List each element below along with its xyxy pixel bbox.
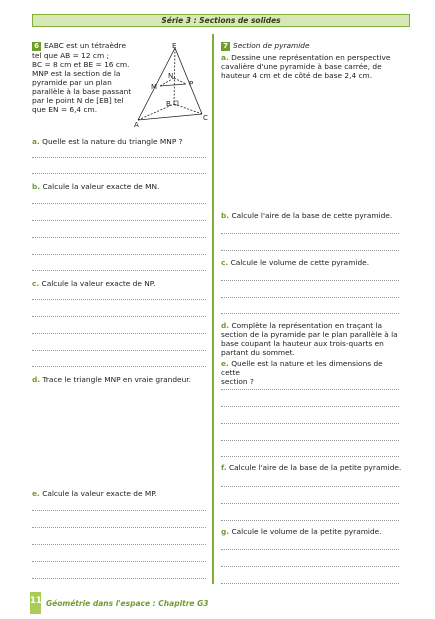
answer-line[interactable] [221,486,399,487]
ex7-question-g [221,527,382,536]
question-text: section de la pyramide par le plan parallèle à la [221,330,398,339]
answer-line[interactable] [32,316,206,317]
question-label: c. [221,258,229,267]
question-text: Calcule l'aire de la base de cette pyramide. [231,211,393,220]
question-label: d. [32,375,41,384]
label-N: N [168,72,174,80]
question-text: Calcule le volume de la petite pyramide. [231,527,382,536]
question-text: Calcule le volume de cette pyramide. [230,258,370,267]
statement-line: MNP est la section de la [32,69,121,78]
answer-line[interactable] [32,270,206,271]
question-label: b. [221,211,230,220]
ex7-question-b [221,211,392,220]
question-text: partant du sommet. [221,348,295,357]
question-text: Trace le triangle MNP en vraie grandeur. [42,375,191,384]
footer-chapter-title: Géométrie dans l'espace : Chapitre G3 [46,599,209,608]
question-label: b. [32,182,41,191]
answer-line[interactable] [32,350,206,351]
answer-line[interactable] [221,233,399,234]
ex7-question-a [221,53,399,80]
question-text: Calcule la valeur exacte de MN. [42,182,160,191]
tetrahedron-figure [130,40,212,130]
answer-line[interactable] [32,366,206,367]
statement-line: que EN = 6,4 cm. [32,105,98,114]
exercise-7-heading: Section de pyramide [233,41,310,50]
question-label: a. [221,53,229,62]
ex6-question-e [32,489,157,498]
exercise-7-title [221,41,310,51]
answer-line[interactable] [221,297,399,298]
question-label: d. [221,321,230,330]
answer-line[interactable] [221,313,399,314]
answer-line[interactable] [221,406,399,407]
question-text: cavalière d'une pyramide à base carrée, de [221,62,382,71]
question-label: e. [32,489,40,498]
statement-line: parallèle à la base passant [32,87,132,96]
answer-line[interactable] [221,280,399,281]
ex7-question-f [221,463,401,472]
label-P: P [189,80,194,88]
answer-line[interactable] [32,157,206,158]
exercise-6-number: 6 [32,42,41,51]
series-header: Série 3 : Sections de solides [32,14,410,27]
question-label: c. [32,279,40,288]
question-label: f. [221,463,227,472]
answer-line[interactable] [32,220,206,221]
answer-line[interactable] [221,423,399,424]
ex7-question-e [221,359,401,386]
answer-line[interactable] [32,333,206,334]
label-E: E [172,42,177,50]
question-text: base coupant la hauteur aux trois-quarts en [221,339,384,348]
answer-line[interactable] [32,578,206,579]
question-text: Complète la représentation en traçant la [231,321,383,330]
answer-line[interactable] [221,250,399,251]
answer-line[interactable] [221,503,399,504]
ex6-question-c [32,279,155,288]
answer-line[interactable] [32,510,206,511]
answer-line[interactable] [221,389,399,390]
question-text: Calcule la valeur exacte de MP. [42,489,157,498]
answer-line[interactable] [32,527,206,528]
question-text: Calcule l'aire de la base de la petite pyramide. [228,463,402,472]
ex6-question-b [32,182,159,191]
label-M: M [151,83,158,91]
question-text: Calcule la valeur exacte de NP. [41,279,156,288]
answer-line[interactable] [221,583,399,584]
answer-line[interactable] [221,456,399,457]
question-text: hauteur 4 cm et de côté de base 2,4 cm. [221,71,373,80]
exercise-7-number: 7 [221,42,230,51]
answer-line[interactable] [32,203,206,204]
answer-line[interactable] [221,520,399,521]
ex6-question-d [32,375,191,384]
ex7-question-d [221,321,401,357]
column-divider [212,34,214,584]
statement-line: par le point N de [EB] tel [32,96,124,105]
statement-line: tel que AB = 12 cm ; [32,51,109,60]
question-label: a. [32,137,40,146]
answer-line[interactable] [32,254,206,255]
question-label: g. [221,527,230,536]
question-text: Quelle est la nature et les dimensions de cette [221,359,383,377]
answer-line[interactable] [221,440,399,441]
answer-line[interactable] [221,549,399,550]
answer-line[interactable] [32,173,206,174]
answer-line[interactable] [32,237,206,238]
label-B: B [166,100,171,108]
answer-line[interactable] [32,561,206,562]
label-A: A [134,121,139,129]
label-C: C [203,114,208,122]
question-text: Dessine une représentation en perspective [231,53,391,62]
statement-line: pyramide par un plan [32,78,112,87]
ex7-question-c [221,258,369,267]
question-text: section ? [221,377,254,386]
statement-line: EABC est un tétraèdre [44,41,127,50]
question-text: Quelle est la nature du triangle MNP ? [42,137,183,146]
answer-line[interactable] [221,566,399,567]
question-label: e. [221,359,229,368]
statement-line: BC = 8 cm et BE = 16 cm. [32,60,130,69]
answer-line[interactable] [32,299,206,300]
answer-line[interactable] [32,544,206,545]
ex6-question-a [32,137,183,146]
page-number: 118 [30,596,48,606]
